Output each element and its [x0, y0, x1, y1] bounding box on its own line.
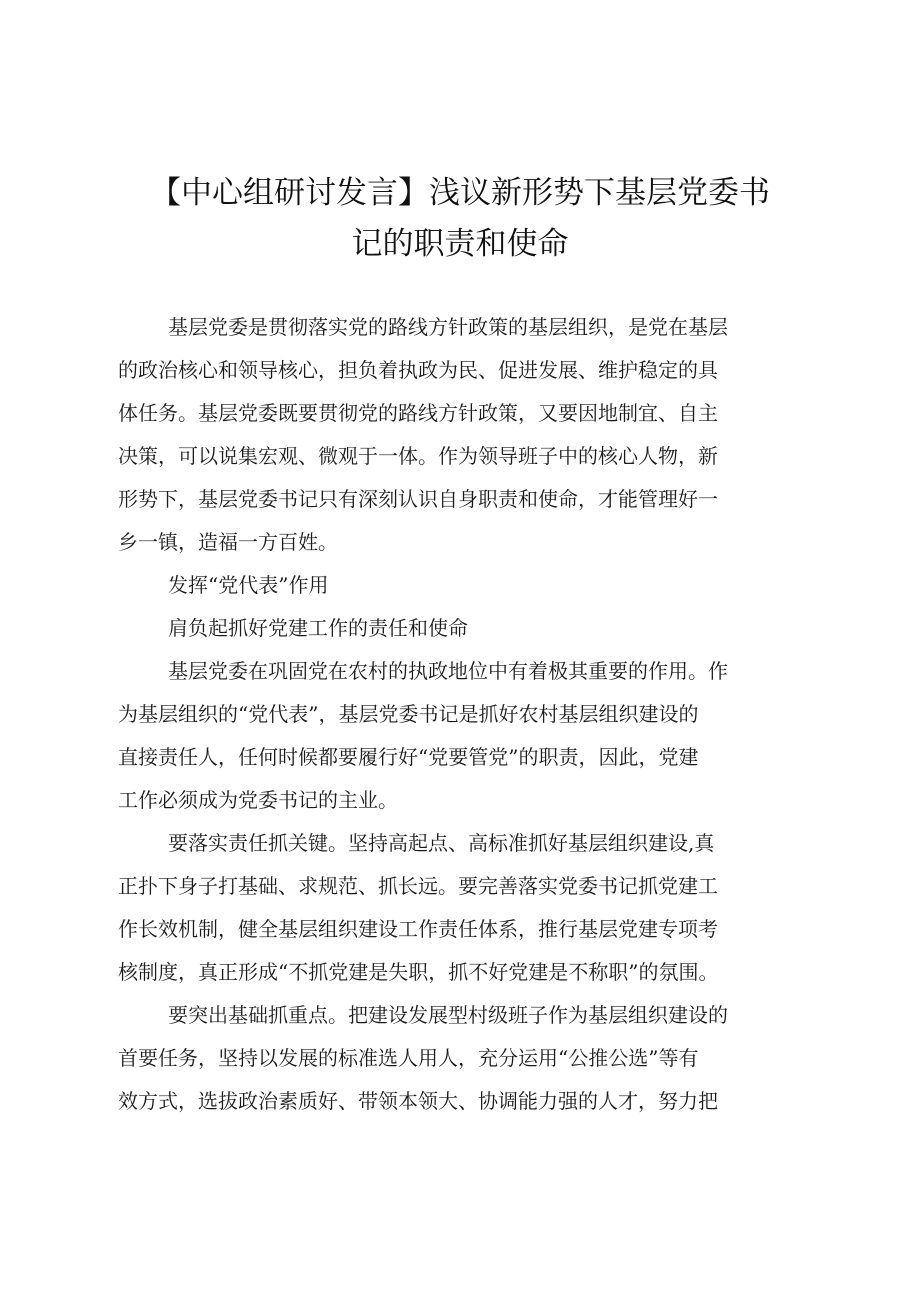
document-body	[118, 306, 818, 1123]
paragraph-party-representative	[118, 650, 818, 822]
paragraph-responsibility	[118, 822, 818, 994]
paragraph-line: 核制度，真正形成“不抓党建是失职，抓不好党建是不称职”的氛围。	[118, 960, 719, 984]
paragraph-line: 工作必须成为党委书记的主业。	[118, 788, 398, 812]
section-subheading-text: 肩负起抓好党建工作的责任和使命	[168, 616, 468, 640]
paragraph-line: 形势下，基层党委书记只有深刻认识自身职责和使命，才能管理好一	[118, 487, 718, 511]
document-title	[100, 168, 820, 270]
paragraph-line: 体任务。基层党委既要贯彻党的路线方针政策，又要因地制宜、自主	[118, 401, 718, 425]
paragraph-line: 决策，可以说集宏观、微观于一体。作为领导班子中的核心人物，新	[118, 444, 718, 468]
title-line: 记的职责和使命	[351, 226, 569, 262]
title-line: 【中心组研讨发言】浅议新形势下基层党委书	[150, 175, 770, 211]
paragraph-line: 首要任务，坚持以发展的标准选人用人，充分运用“公推公选”等有	[118, 1046, 699, 1070]
paragraph-line: 作长效机制，健全基层组织建设工作责任体系，推行基层党建专项考	[118, 917, 718, 941]
section-subheading	[118, 607, 818, 650]
paragraph-line: 为基层组织的“党代表”，基层党委书记是抓好农村基层组织建设的	[118, 702, 699, 726]
paragraph-intro	[118, 306, 818, 564]
paragraph-line: 基层党委是贯彻落实党的路线方针政策的基层组织，是党在基层	[168, 315, 728, 339]
paragraph-line: 直接责任人，任何时候都要履行好“党要管党”的职责，因此，党建	[118, 745, 699, 769]
paragraph-line: 正扑下身子打基础、求规范、抓长远。要完善落实党委书记抓党建工	[118, 874, 718, 898]
paragraph-line: 效方式，选拔政治素质好、带领本领大、协调能力强的人才，努力把	[118, 1089, 718, 1113]
section-heading-text: 发挥“党代表”作用	[168, 573, 329, 597]
paragraph-line: 要突出基础抓重点。把建设发展型村级班子作为基层组织建设的	[168, 1003, 728, 1027]
paragraph-foundation	[118, 994, 818, 1123]
paragraph-line: 乡一镇，造福一方百姓。	[118, 530, 338, 554]
paragraph-line: 的政治核心和领导核心，担负着执政为民、促进发展、维护稳定的具	[118, 358, 718, 382]
section-heading	[118, 564, 818, 607]
paragraph-line: 基层党委在巩固党在农村的执政地位中有着极其重要的作用。作	[168, 659, 728, 683]
paragraph-line: 要落实责任抓关键。坚持高起点、高标准抓好基层组织建设,真	[168, 831, 715, 855]
